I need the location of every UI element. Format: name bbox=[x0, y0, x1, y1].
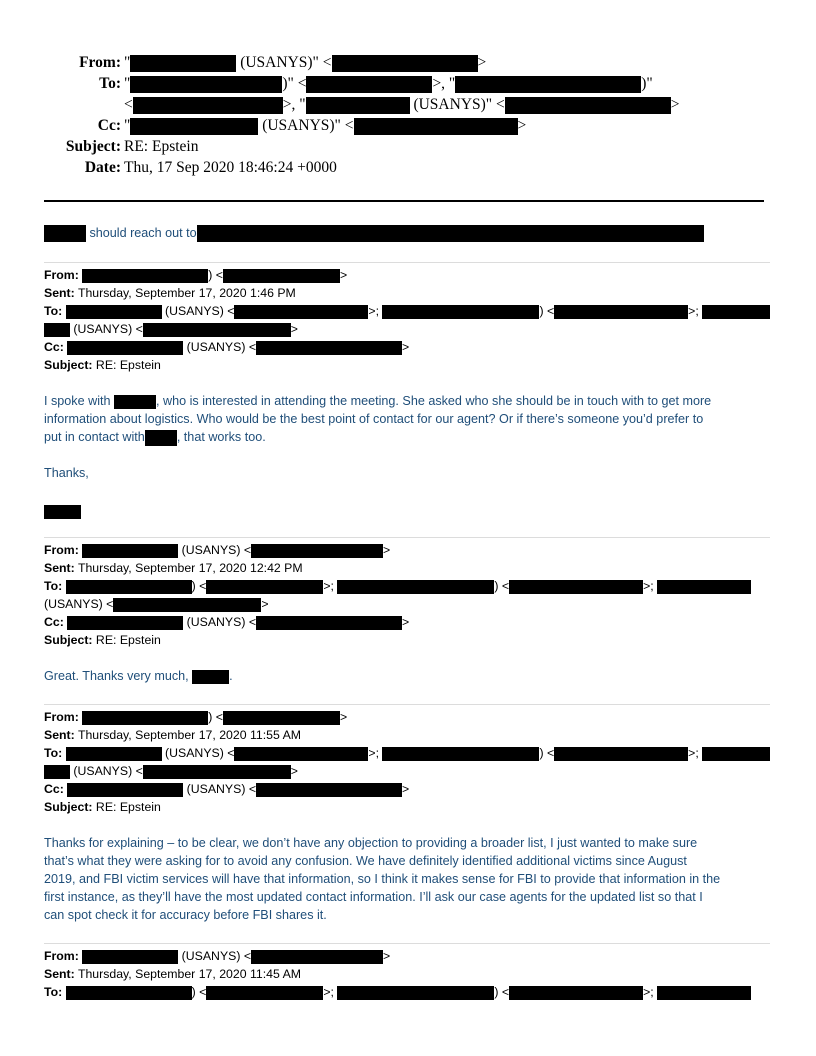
msg2-from: From: (USANYS) < > bbox=[44, 543, 391, 557]
redaction bbox=[143, 765, 291, 779]
header-date-label: Date: bbox=[84, 159, 121, 176]
redaction bbox=[554, 305, 688, 319]
redaction bbox=[66, 580, 192, 594]
message-separator bbox=[44, 262, 770, 263]
redaction bbox=[306, 76, 432, 93]
redaction bbox=[337, 986, 494, 1000]
redaction bbox=[223, 711, 340, 725]
msg1-sent: Sent: Thursday, September 17, 2020 1:46 PM bbox=[44, 286, 296, 300]
header-divider bbox=[44, 200, 764, 202]
redaction bbox=[67, 616, 183, 630]
message-separator bbox=[44, 943, 770, 944]
msg3-from: From: ) < > bbox=[44, 710, 348, 724]
redaction bbox=[657, 986, 751, 1000]
message-separator bbox=[44, 704, 770, 705]
redaction bbox=[554, 747, 688, 761]
redaction bbox=[306, 97, 410, 114]
redaction bbox=[509, 986, 643, 1000]
redaction bbox=[130, 118, 258, 135]
redaction bbox=[509, 580, 643, 594]
redaction bbox=[251, 544, 383, 558]
redaction bbox=[354, 118, 518, 135]
message-separator bbox=[44, 537, 770, 538]
msg3-subject: Subject: RE: Epstein bbox=[44, 800, 161, 814]
redaction bbox=[234, 305, 368, 319]
msg4-from: From: (USANYS) < > bbox=[44, 949, 391, 963]
redaction bbox=[382, 305, 539, 319]
msg2-body: Great. Thanks very much, . bbox=[44, 669, 233, 683]
header-to-value-line2: < >, " (USANYS)" < > bbox=[124, 96, 680, 113]
redaction bbox=[192, 670, 229, 684]
msg2-sent: Sent: Thursday, September 17, 2020 12:42 PM bbox=[44, 561, 303, 575]
header-to-label: To: bbox=[99, 75, 121, 92]
msg1-signature bbox=[44, 503, 81, 521]
msg1-from: From: ) < > bbox=[44, 268, 348, 282]
msg3-body-line1: Thanks for explaining – to be clear, we don’t have any objection to providing a broader list, I just wanted to make sure bbox=[44, 836, 698, 850]
redaction bbox=[82, 950, 178, 964]
header-labels bbox=[0, 52, 121, 182]
redaction bbox=[256, 616, 402, 630]
msg3-body-line5: can spot check it for accuracy before FBI shares it. bbox=[44, 908, 327, 922]
header-date-value: Thu, 17 Sep 2020 18:46:24 +0000 bbox=[124, 159, 337, 176]
msg3-cc: Cc: (USANYS) < > bbox=[44, 782, 410, 796]
header-to-value-line1: " )" < >, " )" bbox=[124, 75, 653, 92]
redaction bbox=[44, 323, 70, 337]
redaction bbox=[251, 950, 383, 964]
msg3-to-line1: To: (USANYS) < >; ) < >; bbox=[44, 744, 770, 762]
redaction bbox=[206, 580, 323, 594]
redaction bbox=[114, 395, 156, 409]
msg1-subject: Subject: RE: Epstein bbox=[44, 358, 161, 372]
redaction bbox=[82, 544, 178, 558]
msg1-body-line2: information about logistics. Who would be the best point of contact for our agent? Or if there’s someone you’d prefer to bbox=[44, 412, 704, 426]
redaction bbox=[130, 55, 236, 72]
msg1-thanks: Thanks, bbox=[44, 466, 89, 480]
redaction bbox=[143, 323, 291, 337]
header-cc-value: " (USANYS)" < > bbox=[124, 117, 527, 134]
redaction bbox=[256, 341, 402, 355]
msg3-body-line4: first instance, as they’ll have the most updated contact information. I’ll ask our case agents for the updated list so that I bbox=[44, 890, 703, 904]
header-cc-label: Cc: bbox=[97, 117, 121, 134]
redaction bbox=[505, 97, 671, 114]
msg1-body-line3: put in contact with , that works too. bbox=[44, 430, 266, 444]
msg1-to-line2: (USANYS) < > bbox=[44, 320, 298, 338]
redaction bbox=[44, 505, 81, 519]
reply-body: should reach out to bbox=[44, 224, 704, 242]
msg1-body-line1: I spoke with , who is interested in attending the meeting. She asked who she should be in touch with to get more bbox=[44, 394, 712, 408]
redaction bbox=[206, 986, 323, 1000]
msg4-sent: Sent: Thursday, September 17, 2020 11:45 AM bbox=[44, 967, 302, 981]
redaction bbox=[66, 305, 162, 319]
msg1-to-line1: To: (USANYS) < >; ) < >; bbox=[44, 302, 770, 320]
redaction bbox=[82, 711, 208, 725]
redaction bbox=[133, 97, 283, 114]
redaction bbox=[657, 580, 751, 594]
redaction bbox=[66, 986, 192, 1000]
redaction bbox=[256, 783, 402, 797]
msg1-cc: Cc: (USANYS) < > bbox=[44, 340, 410, 354]
redaction bbox=[67, 783, 183, 797]
redaction bbox=[702, 305, 770, 319]
redaction bbox=[130, 76, 282, 93]
redaction bbox=[82, 269, 208, 283]
header-subject-label: Subject: bbox=[65, 138, 121, 155]
msg3-body-line2: that’s what they were asking for to avoid any confusion. We have definitely identified additional victims since August bbox=[44, 854, 687, 868]
redaction bbox=[382, 747, 539, 761]
redaction bbox=[197, 225, 704, 242]
redaction bbox=[223, 269, 340, 283]
msg2-subject: Subject: RE: Epstein bbox=[44, 633, 161, 647]
msg2-cc: Cc: (USANYS) < > bbox=[44, 615, 410, 629]
header-subject-value: RE: Epstein bbox=[124, 138, 199, 155]
redaction bbox=[337, 580, 494, 594]
header-from-label: From: bbox=[79, 54, 121, 71]
redaction bbox=[234, 747, 368, 761]
msg2-to-line1: To: ) < >; ) < >; bbox=[44, 577, 751, 595]
redaction bbox=[66, 747, 162, 761]
msg3-body-line3: 2019, and FBI victim services will have that information, so I think it makes sense for FBI to provide that information in the bbox=[44, 872, 721, 886]
msg3-sent: Sent: Thursday, September 17, 2020 11:55 AM bbox=[44, 728, 302, 742]
redaction bbox=[702, 747, 770, 761]
redaction bbox=[332, 55, 478, 72]
redaction bbox=[44, 225, 86, 242]
redaction bbox=[67, 341, 183, 355]
redaction bbox=[145, 430, 177, 446]
msg2-to-line2: (USANYS) < > bbox=[44, 597, 269, 611]
redaction bbox=[113, 598, 261, 612]
msg4-to-line1: To: ) < >; ) < >; bbox=[44, 983, 751, 1001]
header-from-value: " (USANYS)" < > bbox=[124, 54, 487, 71]
redaction bbox=[44, 765, 70, 779]
msg3-to-line2: (USANYS) < > bbox=[44, 762, 298, 780]
redaction bbox=[455, 76, 641, 93]
